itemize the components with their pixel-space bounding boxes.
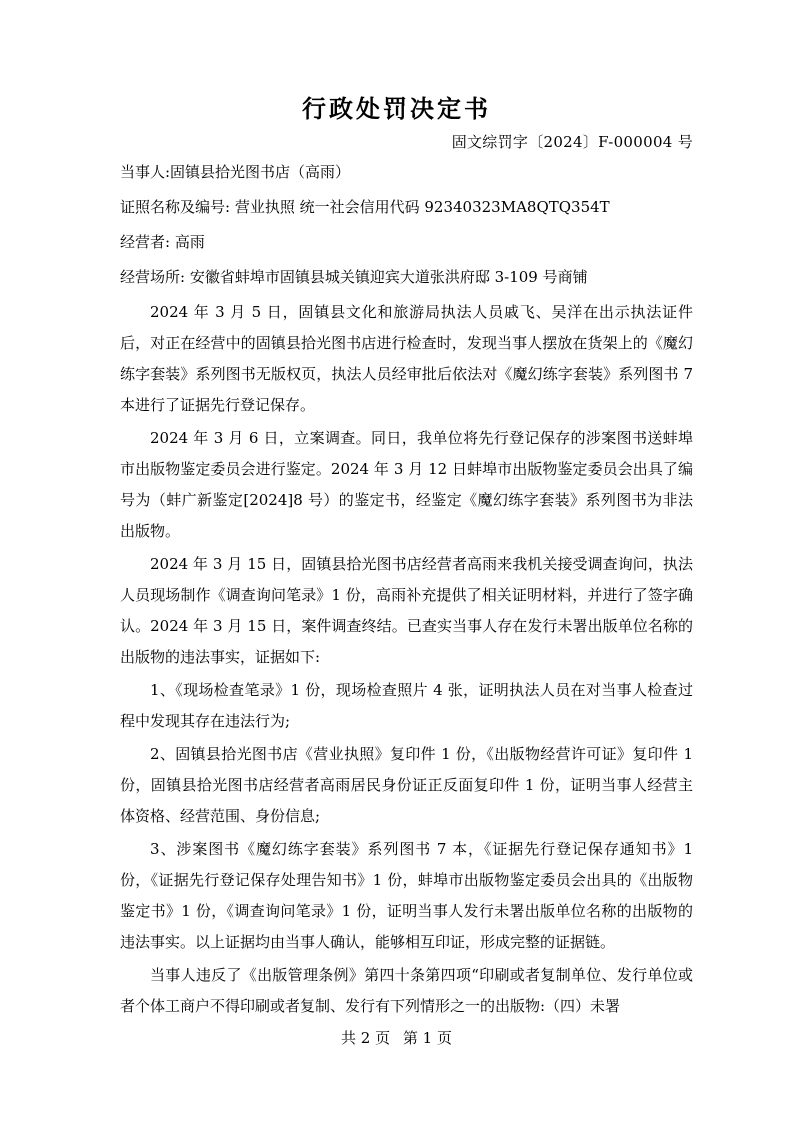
party-line: 当事人:固镇县拾光图书店（高雨）	[120, 163, 351, 181]
document-title: 行政处罚决定书	[302, 94, 491, 123]
page-footer	[0, 1027, 793, 1049]
address-line: 经营场所: 安徽省蚌埠市固镇县城关镇迎宾大道张洪府邸 3-109 号商铺	[120, 268, 588, 286]
paragraph-investigation: 2024 年 3 月 15 日，固镇县拾光图书店经营者高雨来我机关接受调查询问，执法人员现场制作《调查询问笔录》1 份，高雨补充提供了相关证明材料，并进行了签字确认。2024 年 3 月 15 日，案件调查终结。已查实当事人存在发行未署出版单位名称的出版物的违法事实，证据如下:	[120, 555, 693, 666]
document-body	[120, 157, 693, 1024]
paragraph-violation: 当事人违反了《出版管理条例》第四十条第四项“印刷或者复制单位、发行单位或者个体工商户不得印刷或者复制、发行有下列情形之一的出版物:（四）未署	[120, 966, 693, 1015]
paragraph-inspection: 2024 年 3 月 5 日，固镇县文化和旅游局执法人员戚飞、吴洋在出示执法证件后，对正在经营中的固镇县拾光图书店进行检查时，发现当事人摆放在货架上的《魔幻练字套装》系列图书无版权页，执法人员经审批后依法对《魔幻练字套装》系列图书 7 本进行了证据先行登记保存。	[120, 303, 693, 414]
evidence-item-2: 2、固镇县拾光图书店《营业执照》复印件 1 份，《出版物经营许可证》复印件 1 份，固镇县拾光图书店经营者高雨居民身份证正反面复印件 1 份，证明当事人经营主体资格、经营范围、身份信息;	[120, 745, 693, 825]
total-pages: 共 2 页	[341, 1029, 391, 1047]
evidence-item-3: 3、涉案图书《魔幻练字套装》系列图书 7 本，《证据先行登记保存通知书》1 份，《证据先行登记保存处理告知书》1 份，蚌埠市出版物鉴定委员会出具的《出版物鉴定书》1 份，《调查询问笔录》1 份，证明当事人发行未署出版单位名称的出版物的违法事实。以上证据均由当事人确认，能够相互印证，形成完整的证据链。	[120, 840, 693, 951]
document-number: 固文综罚字〔2024〕F-000004 号	[451, 133, 693, 151]
operator-line: 经营者: 高雨	[120, 233, 205, 251]
current-page: 第 1 页	[402, 1029, 452, 1047]
paragraph-case-filing: 2024 年 3 月 6 日，立案调查。同日，我单位将先行登记保存的涉案图书送蚌埠市出版物鉴定委员会进行鉴定。2024 年 3 月 12 日蚌埠市出版物鉴定委员会出具了编号为（蚌广新鉴定[2024]8 号）的鉴定书，经鉴定《魔幻练字套装》系列图书为非法出版物。	[120, 429, 693, 540]
license-line: 证照名称及编号: 营业执照 统一社会信用代码 92340323MA8QTQ354T	[120, 198, 610, 216]
evidence-item-1: 1、《现场检查笔录》1 份，现场检查照片 4 张，证明执法人员在对当事人检查过程中发现其存在违法行为;	[120, 681, 693, 730]
